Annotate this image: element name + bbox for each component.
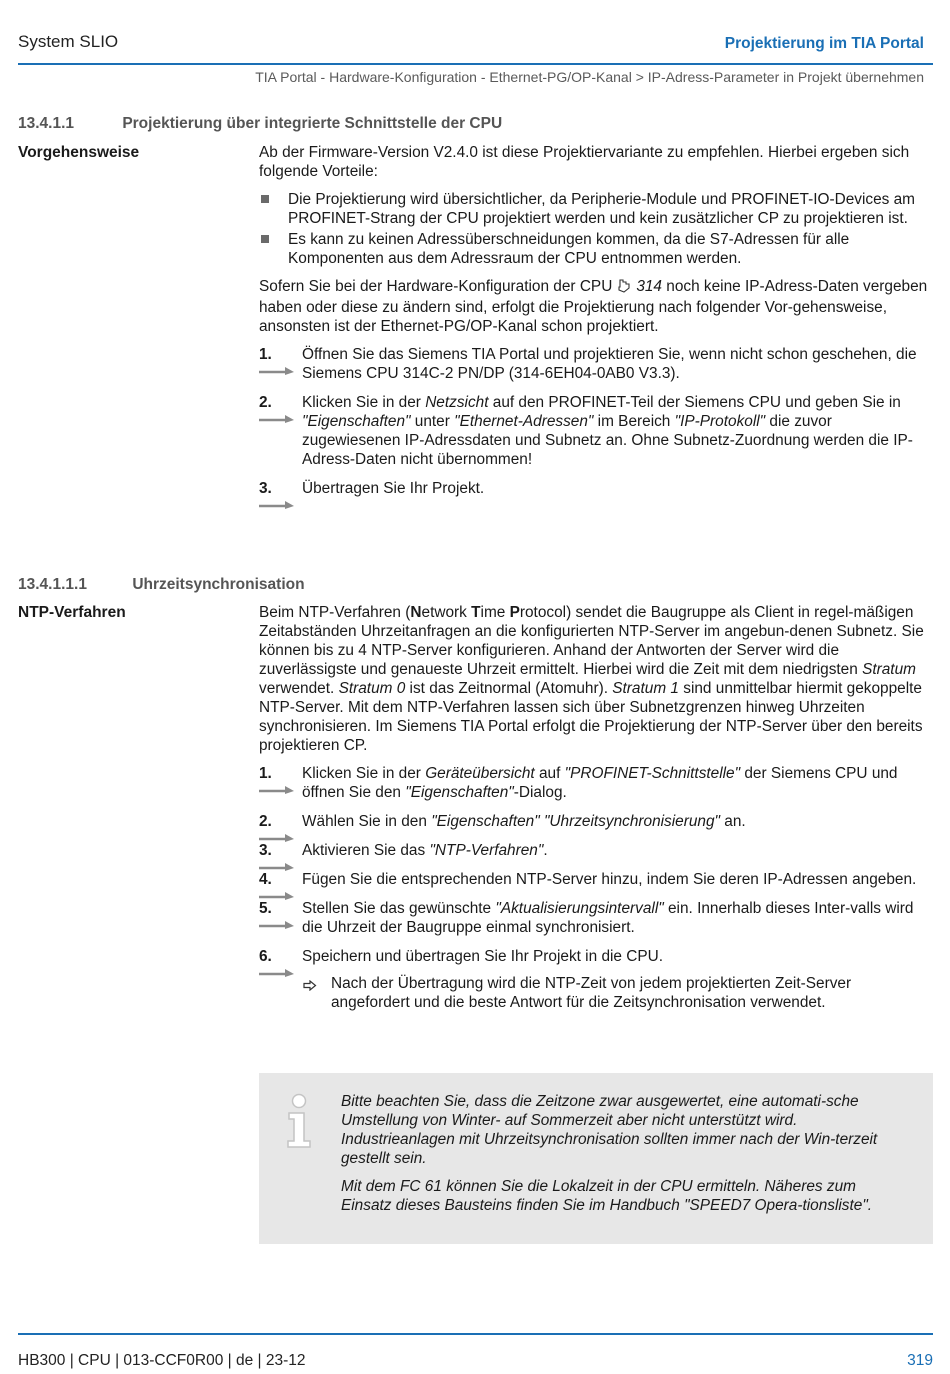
step-item [259, 812, 931, 831]
result-text: Nach der Übertragung wird die NTP-Zeit von jedem projektierten Zeit-Server angefordert und die beste Antwort für die Zeitsynchronisation verwendet. [331, 975, 852, 1011]
step-text: Öffnen Sie das Siemens TIA Portal und projektieren Sie, wenn nicht schon geschehen, die Siemens CPU 314C-2 PN/DP (314-6EH04-0AB0 V3.3). [302, 346, 917, 382]
list-item-text: Die Projektierung wird übersichtlicher, da Peripherie-Module und PROFINET-IO-Devices am PROFINET-Strang der CPU projektiert werden und kein zusätzlicher CP zu projektieren ist. [288, 191, 915, 227]
note-paragraph: Bitte beachten Sie, dass die Zeitzone zwar ausgewertet, eine automati-sche Umstellung von Winter- auf Sommerzeit aber nicht unterstützt wird. Industrieanlagen mit Uhrzeitsynchronisation sollten immer nach der Win-terzeit gestellt sein. [341, 1093, 878, 1167]
ntp-paragraph-text: rotocol) sendet die Baugruppe als Client in regel-mäßigen Zeitabständen Uhrzeitanfragen an die konfigurierten NTP-Server im angebun-denen Subnetz. Sie können bis zu 4 NTP-Server konfigurieren. Anhand der Antworten der Server wird die zuverlässigste und genaueste Uhrzeit ermittelt. Hierbei wird die Zeit mit dem niedrigsten [259, 604, 924, 678]
step-number: 1. [259, 346, 272, 363]
step-text: Fügen Sie die entsprechenden NTP-Server hinzu, indem Sie deren IP-Adressen angeben. [302, 871, 917, 888]
footer-divider [18, 1333, 933, 1335]
info-icon [284, 1093, 316, 1154]
step-number: 1. [259, 765, 272, 782]
step-number: 4. [259, 871, 272, 888]
step-text: Netzsicht [425, 394, 489, 411]
step-text: "Ethernet-Adressen" [454, 413, 594, 430]
subsection-title: Uhrzeitsynchronisation [132, 576, 305, 593]
bullet-square-icon [261, 235, 269, 243]
step-number: 3. [259, 842, 272, 859]
step-text: Geräteübersicht [425, 765, 535, 782]
step-text: auf den PROFINET-Teil der Siemens CPU und geben Sie in [488, 394, 901, 411]
breadcrumb: TIA Portal - Hardware-Konfiguration - Ethernet-PG/OP-Kanal > IP-Adress-Parameter in Projekt übernehmen [255, 69, 924, 85]
intro-paragraph: Ab der Firmware-Version V2.4.0 ist diese Projektiervariante zu empfehlen. Hierbei ergeben sich folgende Vorteile: [259, 144, 910, 180]
step-text: "Eigenschaften" [431, 813, 540, 830]
steps-list [259, 764, 931, 966]
steps-list [259, 345, 931, 498]
note-box [259, 1073, 933, 1244]
result-line [259, 974, 931, 1012]
bullet-square-icon [261, 195, 269, 203]
step-number: 5. [259, 900, 272, 917]
step-text: "IP-Protokoll" [674, 413, 766, 430]
list-item-text: Es kann zu keinen Adressüberschneidungen kommen, da die S7-Adressen für alle Komponenten aus dem Adressraum der CPU entnommen werden. [288, 231, 850, 267]
side-label-vorgehensweise: Vorgehensweise [18, 144, 140, 161]
ntp-paragraph-text: N [410, 604, 422, 621]
step-item [259, 841, 931, 860]
step-text: . [543, 842, 548, 859]
ntp-paragraph-text: sind unmittelbar hiermit gekoppelte NTP-Server. Mit dem NTP-Verfahren lassen sich über Subnetzgrenzen hinweg Uhrzeiten synchronisieren. Im Siemens TIA Portal erfolgt die Projektierung der NTP-Server über den bereits projektieren CP. [259, 680, 923, 754]
header-divider [18, 63, 933, 65]
step-item [259, 393, 931, 469]
ntp-paragraph [259, 603, 931, 755]
note-paragraph: Mit dem FC 61 können Sie die Lokalzeit in der CPU ermitteln. Näheres zum Einsatz dieses Bausteins finden Sie im Handbuch "SPEED7 Opera-tionsliste". [341, 1178, 873, 1214]
step-text: "Uhrzeitsynchronisierung" [543, 813, 720, 830]
step-text: Stellen Sie das gewünschte [302, 900, 496, 917]
ntp-paragraph-text: ist das Zeitnormal (Atomuhr). [405, 680, 613, 697]
step-text: auf [534, 765, 565, 782]
ntp-paragraph-text: ime [480, 604, 510, 621]
cpu-314-link[interactable]: 314 [636, 278, 662, 295]
step-number: 6. [259, 948, 272, 965]
ntp-paragraph-text: Stratum 0 [338, 680, 406, 697]
cross-reference-icon [618, 279, 630, 298]
step-item [259, 479, 931, 498]
step-item [259, 345, 931, 383]
ntp-paragraph-text: Beim NTP-Verfahren ( [259, 604, 411, 621]
step-text: "Eigenschaften" [302, 413, 411, 430]
side-label-ntp-verfahren: NTP-Verfahren [18, 604, 126, 621]
advantages-list [259, 190, 931, 268]
ntp-paragraph-text: verwendet. [259, 680, 339, 697]
section-title: Projektierung über integrierte Schnittstelle der CPU [122, 115, 503, 132]
step-text: Klicken Sie in der [302, 394, 426, 411]
step-arrow-icon [259, 915, 295, 934]
step-text: "Eigenschaften" [405, 784, 514, 801]
subsection-number: 13.4.1.1.1 [18, 576, 87, 593]
note-text [341, 1092, 901, 1224]
step-text: Aktivieren Sie das [302, 842, 430, 859]
step-arrow-icon [259, 780, 295, 799]
ntp-paragraph-text: etwork [421, 604, 472, 621]
footer-document-id: HB300 | CPU | 013-CCF0R00 | de | 23-12 [18, 1352, 306, 1369]
step-text: "NTP-Verfahren" [429, 842, 544, 859]
cpu-paragraph [259, 277, 931, 336]
section-heading [18, 114, 502, 133]
step-item [259, 899, 931, 937]
step-item [259, 947, 931, 966]
step-text: "PROFINET-Schnittstelle" [564, 765, 741, 782]
section2-body [259, 603, 931, 1012]
section1-body [259, 143, 931, 508]
document-title: System SLIO [18, 32, 119, 51]
ntp-paragraph-text: P [509, 604, 520, 621]
step-arrow-icon [259, 361, 295, 380]
step-text: der Siemens CPU und öffnen Sie den [302, 765, 898, 801]
section-number: 13.4.1.1 [18, 115, 75, 132]
step-text: "Aktualisierungsintervall" [495, 900, 664, 917]
step-number: 3. [259, 480, 272, 497]
step-text: Übertragen Sie Ihr Projekt. [302, 480, 485, 497]
page-number: 319 [907, 1352, 933, 1369]
subsection-heading [18, 575, 305, 594]
step-text: ein. Innerhalb dieses Inter-valls wird die Uhrzeit der Baugruppe einmal synchronisiert. [302, 900, 914, 936]
step-text: im Bereich [593, 413, 675, 430]
step-text: an. [720, 813, 746, 830]
list-item [259, 190, 931, 228]
step-text: -Dialog. [513, 784, 567, 801]
ntp-paragraph-text: Stratum 1 [612, 680, 679, 697]
chapter-title: Projektierung im TIA Portal [724, 35, 924, 52]
step-text: die zuvor zugewiesenen IP-Adressdaten und Subnetz an. Ohne Subnetz-Zuordnung werden die IP-Adress-Daten nicht übernommen! [302, 413, 913, 468]
step-text: Wählen Sie in den [302, 813, 432, 830]
list-item [259, 230, 931, 268]
step-item [259, 764, 931, 802]
ntp-paragraph-text: T [471, 604, 481, 621]
cpu-paragraph-text: noch keine IP-Adress-Daten vergeben haben oder diese zu ändern sind, erfolgt die Projektierung nach folgender Vor-gehensweise, ansonsten ist der Ethernet-PG/OP-Kanal schon projektiert. [259, 278, 928, 335]
ntp-paragraph-text: Stratum [862, 661, 916, 678]
step-arrow-icon [259, 409, 295, 428]
cpu-paragraph-text: Sofern Sie bei der Hardware-Konfiguration der CPU [259, 278, 613, 295]
result-arrow-icon [303, 977, 317, 996]
step-text: unter [410, 413, 455, 430]
step-text: Speichern und übertragen Sie Ihr Projekt in die CPU. [302, 948, 664, 965]
step-number: 2. [259, 813, 272, 830]
step-arrow-icon [259, 495, 295, 514]
step-item [259, 870, 931, 889]
step-number: 2. [259, 394, 272, 411]
step-text: Klicken Sie in der [302, 765, 426, 782]
